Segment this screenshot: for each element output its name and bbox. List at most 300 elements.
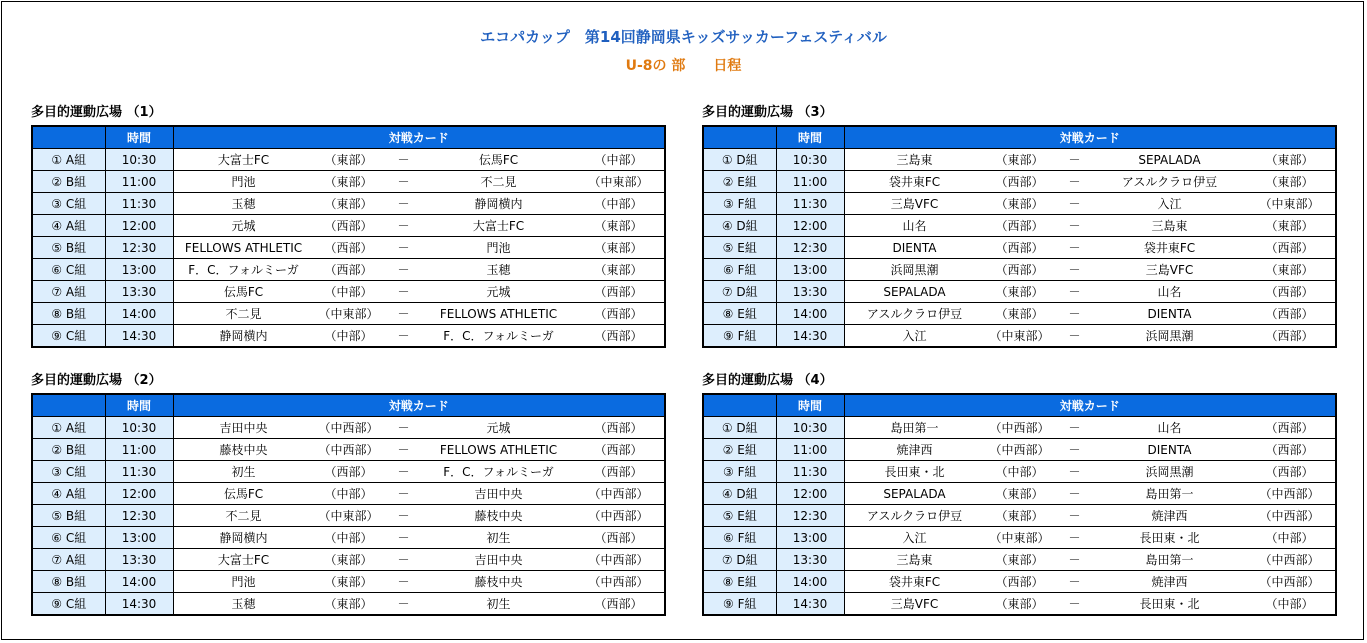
away-team: 三島東 — [1151, 219, 1188, 233]
table-row — [32, 417, 665, 439]
match-number: ① D組 — [703, 417, 776, 439]
home-team: 島田第一 — [890, 421, 939, 435]
versus-dash: － — [397, 597, 410, 611]
match-card — [844, 193, 1336, 215]
versus-dash: － — [397, 553, 410, 567]
match-card — [173, 439, 665, 461]
away-team: 焼津西 — [1151, 509, 1188, 523]
match-card — [173, 259, 665, 281]
versus-dash: － — [397, 153, 410, 167]
match-card — [844, 417, 1336, 439]
match-number: ⑥ F組 — [703, 259, 776, 281]
match-time: 11:30 — [776, 461, 844, 483]
match-number: ② B組 — [32, 171, 105, 193]
header-time: 時間 — [776, 394, 844, 417]
home-area: （西部） — [995, 219, 1044, 233]
away-team: 大富士FC — [472, 219, 525, 233]
away-team: 島田第一 — [1145, 487, 1194, 501]
table-row — [703, 171, 1336, 193]
home-team: 元城 — [231, 219, 256, 233]
table-row — [32, 593, 665, 616]
away-area: （西部） — [594, 597, 643, 611]
home-area: （東部） — [995, 597, 1044, 611]
versus-dash: － — [397, 465, 410, 479]
away-area: （中部） — [594, 197, 643, 211]
away-area: （中西部） — [588, 575, 649, 589]
home-area: （西部） — [995, 175, 1044, 189]
match-card — [844, 439, 1336, 461]
table-row — [32, 325, 665, 348]
versus-dash: － — [397, 175, 410, 189]
match-time: 12:00 — [776, 215, 844, 237]
match-number: ⑧ E組 — [703, 303, 776, 325]
table-row — [32, 171, 665, 193]
home-team: 大富士FC — [217, 553, 270, 567]
home-team: 三島東 — [896, 553, 933, 567]
away-team: 山名 — [1157, 421, 1182, 435]
versus-dash: － — [1068, 329, 1081, 343]
match-card — [844, 593, 1336, 616]
table-row — [703, 571, 1336, 593]
match-number: ⑧ E組 — [703, 571, 776, 593]
match-number: ⑨ F組 — [703, 593, 776, 616]
table-row — [703, 505, 1336, 527]
match-number: ⑤ B組 — [32, 237, 105, 259]
away-team: 三島VFC — [1145, 263, 1194, 277]
away-team: 元城 — [486, 421, 511, 435]
away-team: 門池 — [486, 241, 511, 255]
home-area: （西部） — [324, 241, 373, 255]
home-area: （東部） — [324, 175, 373, 189]
away-area: （西部） — [594, 531, 643, 545]
home-team: 玉穂 — [231, 197, 256, 211]
versus-dash: － — [1068, 487, 1081, 501]
versus-dash: － — [397, 197, 410, 211]
table-row — [703, 215, 1336, 237]
versus-dash: － — [397, 307, 410, 321]
home-team: 焼津西 — [896, 443, 933, 457]
versus-dash: － — [1068, 197, 1081, 211]
table-row — [703, 549, 1336, 571]
home-area: （中東部） — [318, 509, 379, 523]
match-number: ⑨ C組 — [32, 325, 105, 348]
match-card — [844, 527, 1336, 549]
versus-dash: － — [1068, 443, 1081, 457]
away-area: （東部） — [1265, 263, 1314, 277]
match-time: 10:30 — [105, 417, 173, 439]
match-time: 13:30 — [776, 549, 844, 571]
match-card — [173, 483, 665, 505]
away-team: FELLOWS ATHLETIC — [439, 442, 558, 457]
home-team: 入江 — [902, 329, 927, 343]
away-area: （西部） — [594, 285, 643, 299]
table-row — [703, 259, 1336, 281]
header-time: 時間 — [776, 126, 844, 149]
versus-dash: － — [1068, 509, 1081, 523]
versus-dash: － — [1068, 219, 1081, 233]
table-row — [703, 439, 1336, 461]
match-card — [844, 549, 1336, 571]
versus-dash: － — [397, 285, 410, 299]
versus-dash: － — [1068, 307, 1081, 321]
away-team: SEPALADA — [1138, 152, 1201, 167]
match-time: 14:00 — [776, 303, 844, 325]
home-team: SEPALADA — [883, 486, 946, 501]
schedule-table — [31, 125, 666, 348]
away-area: （西部） — [1265, 329, 1314, 343]
home-area: （中部） — [324, 285, 373, 299]
versus-dash: － — [397, 443, 410, 457]
home-area: （東部） — [995, 197, 1044, 211]
match-number: ⑧ B組 — [32, 303, 105, 325]
home-team: 浜岡黒潮 — [890, 263, 939, 277]
versus-dash: － — [1068, 531, 1081, 545]
home-area: （中部） — [324, 531, 373, 545]
match-time: 14:30 — [776, 325, 844, 348]
home-team: 玉穂 — [231, 597, 256, 611]
header-time: 時間 — [105, 126, 173, 149]
match-number: ⑦ D組 — [703, 281, 776, 303]
away-area: （東部） — [1265, 153, 1314, 167]
match-time: 12:30 — [105, 237, 173, 259]
home-area: （東部） — [324, 553, 373, 567]
home-area: （東部） — [995, 553, 1044, 567]
header-blank — [703, 394, 776, 417]
match-card — [844, 259, 1336, 281]
away-team: 元城 — [486, 285, 511, 299]
away-area: （西部） — [594, 421, 643, 435]
match-number: ① D組 — [703, 149, 776, 171]
match-number: ⑤ E組 — [703, 237, 776, 259]
away-team: 山名 — [1157, 285, 1182, 299]
match-time: 11:00 — [105, 439, 173, 461]
away-team: DIENTA — [1147, 442, 1192, 457]
match-time: 14:00 — [776, 571, 844, 593]
away-area: （西部） — [1265, 285, 1314, 299]
match-card — [844, 171, 1336, 193]
away-team: 静岡横内 — [474, 197, 523, 211]
away-team: 浜岡黒潮 — [1145, 465, 1194, 479]
home-area: （東部） — [995, 487, 1044, 501]
away-area: （中西部） — [588, 509, 649, 523]
match-number: ① A組 — [32, 417, 105, 439]
match-number: ② E組 — [703, 439, 776, 461]
match-card — [844, 303, 1336, 325]
away-area: （東部） — [594, 263, 643, 277]
match-time: 13:00 — [105, 527, 173, 549]
match-number: ③ C組 — [32, 193, 105, 215]
home-area: （中部） — [995, 465, 1044, 479]
schedule-table — [702, 393, 1337, 616]
match-time: 13:00 — [776, 527, 844, 549]
home-team: 三島東 — [896, 153, 933, 167]
versus-dash: － — [397, 263, 410, 277]
match-card — [844, 281, 1336, 303]
match-card — [844, 461, 1336, 483]
match-number: ④ A組 — [32, 483, 105, 505]
match-card — [844, 571, 1336, 593]
table-row — [32, 259, 665, 281]
match-number: ④ D組 — [703, 215, 776, 237]
match-time: 14:00 — [105, 303, 173, 325]
match-card — [173, 237, 665, 259]
match-time: 11:00 — [105, 171, 173, 193]
versus-dash: － — [1068, 153, 1081, 167]
away-team: 藤枝中央 — [474, 575, 523, 589]
match-time: 12:30 — [105, 505, 173, 527]
home-area: （中部） — [324, 329, 373, 343]
away-team: FELLOWS ATHLETIC — [439, 306, 558, 321]
away-team: 初生 — [486, 531, 511, 545]
match-time: 14:30 — [105, 593, 173, 616]
home-area: （中部） — [324, 487, 373, 501]
away-area: （東部） — [1265, 175, 1314, 189]
home-area: （西部） — [995, 575, 1044, 589]
versus-dash: － — [1068, 553, 1081, 567]
home-area: （東部） — [324, 153, 373, 167]
home-area: （西部） — [324, 465, 373, 479]
versus-dash: － — [397, 421, 410, 435]
match-time: 12:30 — [776, 505, 844, 527]
table-row — [703, 303, 1336, 325]
match-card — [173, 593, 665, 616]
home-team: 袋井東FC — [888, 175, 941, 189]
header-time: 時間 — [105, 394, 173, 417]
match-time: 10:30 — [776, 149, 844, 171]
match-time: 12:00 — [105, 215, 173, 237]
table-row — [703, 149, 1336, 171]
versus-dash: － — [1068, 421, 1081, 435]
match-card — [173, 505, 665, 527]
venue-title: 多目的運動広場 （1） — [31, 105, 162, 120]
table-row — [32, 461, 665, 483]
home-area: （中東部） — [989, 329, 1050, 343]
away-team: 吉田中央 — [474, 553, 523, 567]
match-time: 14:30 — [105, 325, 173, 348]
page-subtitle: U-8の 部 日程 — [625, 58, 742, 74]
away-team: 入江 — [1157, 197, 1182, 211]
away-area: （西部） — [594, 307, 643, 321]
home-team: 三島VFC — [890, 197, 939, 211]
away-area: （中東部） — [588, 175, 649, 189]
match-time: 10:30 — [105, 149, 173, 171]
home-team: 藤枝中央 — [219, 443, 268, 457]
match-card — [173, 325, 665, 348]
match-number: ④ D組 — [703, 483, 776, 505]
home-team: 入江 — [902, 531, 927, 545]
table-row — [703, 461, 1336, 483]
match-number: ③ C組 — [32, 461, 105, 483]
home-team: 袋井東FC — [888, 575, 941, 589]
match-time: 14:30 — [776, 593, 844, 616]
away-team: 焼津西 — [1151, 575, 1188, 589]
venue-block-2 — [31, 372, 666, 616]
versus-dash: － — [1068, 241, 1081, 255]
match-number: ⑨ C組 — [32, 593, 105, 616]
match-number: ⑨ F組 — [703, 325, 776, 348]
away-area: （中部） — [1265, 531, 1314, 545]
match-number: ⑧ B組 — [32, 571, 105, 593]
versus-dash: － — [1068, 175, 1081, 189]
table-row — [32, 303, 665, 325]
home-team: アスルクラロ伊豆 — [866, 509, 963, 523]
home-area: （中西部） — [318, 421, 379, 435]
home-team: 不二見 — [225, 307, 262, 321]
match-time: 11:00 — [776, 439, 844, 461]
table-header-row — [703, 126, 1336, 149]
match-time: 12:00 — [776, 483, 844, 505]
match-time: 10:30 — [776, 417, 844, 439]
table-row — [703, 417, 1336, 439]
away-team: 不二見 — [480, 175, 517, 189]
match-card — [173, 527, 665, 549]
match-number: ③ F組 — [703, 461, 776, 483]
header-blank — [32, 126, 105, 149]
header-card: 対戦カード — [173, 394, 665, 417]
home-team: 門池 — [231, 175, 256, 189]
home-team: SEPALADA — [883, 284, 946, 299]
away-area: （東部） — [1265, 219, 1314, 233]
match-card — [173, 193, 665, 215]
table-row — [703, 483, 1336, 505]
match-time: 11:00 — [776, 171, 844, 193]
home-area: （中東部） — [989, 531, 1050, 545]
home-team: 静岡横内 — [219, 329, 268, 343]
away-team: F．C．フォルミーガ — [443, 329, 554, 343]
away-team: 長田東・北 — [1139, 531, 1200, 545]
match-time: 13:30 — [105, 281, 173, 303]
match-card — [173, 171, 665, 193]
table-row — [32, 193, 665, 215]
match-card — [844, 149, 1336, 171]
versus-dash: － — [1068, 263, 1081, 277]
home-team: 静岡横内 — [219, 531, 268, 545]
home-area: （中西部） — [989, 443, 1050, 457]
home-team: DIENTA — [892, 240, 937, 255]
away-team: 伝馬FC — [478, 153, 519, 167]
table-row — [703, 593, 1336, 616]
header-card: 対戦カード — [844, 394, 1336, 417]
match-number: ⑤ B組 — [32, 505, 105, 527]
match-time: 11:30 — [105, 461, 173, 483]
match-card — [844, 237, 1336, 259]
match-card — [173, 149, 665, 171]
table-row — [703, 193, 1336, 215]
versus-dash: － — [1068, 285, 1081, 299]
match-time: 11:30 — [105, 193, 173, 215]
home-area: （西部） — [995, 241, 1044, 255]
away-area: （中西部） — [1259, 553, 1320, 567]
match-number: ② B組 — [32, 439, 105, 461]
table-row — [32, 549, 665, 571]
match-card — [173, 303, 665, 325]
match-number: ⑦ A組 — [32, 549, 105, 571]
away-team: 長田東・北 — [1139, 597, 1200, 611]
table-header-row — [703, 394, 1336, 417]
match-card — [173, 549, 665, 571]
match-number: ② E組 — [703, 171, 776, 193]
match-card — [173, 417, 665, 439]
away-area: （中西部） — [588, 487, 649, 501]
match-time: 12:00 — [105, 483, 173, 505]
versus-dash: － — [397, 575, 410, 589]
match-time: 13:00 — [776, 259, 844, 281]
away-area: （中西部） — [1259, 575, 1320, 589]
match-number: ⑦ D組 — [703, 549, 776, 571]
table-row — [703, 325, 1336, 348]
table-row — [32, 215, 665, 237]
home-area: （中西部） — [318, 443, 379, 457]
match-number: ⑥ F組 — [703, 527, 776, 549]
away-team: 浜岡黒潮 — [1145, 329, 1194, 343]
venue-title: 多目的運動広場 （4） — [702, 373, 833, 388]
table-row — [703, 237, 1336, 259]
home-team: 大富士FC — [217, 153, 270, 167]
home-team: 長田東・北 — [884, 465, 945, 479]
header-card: 対戦カード — [173, 126, 665, 149]
page-title: エコパカップ 第14回静岡県キッズサッカーフェスティバル — [480, 28, 887, 46]
home-team: 三島VFC — [890, 597, 939, 611]
away-area: （東部） — [594, 219, 643, 233]
match-number: ⑥ C組 — [32, 527, 105, 549]
home-team: 門池 — [231, 575, 256, 589]
table-row — [32, 571, 665, 593]
away-team: F．C．フォルミーガ — [443, 465, 554, 479]
home-team: アスルクラロ伊豆 — [866, 307, 963, 321]
versus-dash: － — [1068, 597, 1081, 611]
home-team: 不二見 — [225, 509, 262, 523]
table-row — [32, 505, 665, 527]
home-team: 吉田中央 — [219, 421, 268, 435]
schedule-table — [31, 393, 666, 616]
match-number: ⑦ A組 — [32, 281, 105, 303]
table-row — [703, 527, 1336, 549]
match-card — [844, 505, 1336, 527]
away-area: （中東部） — [1259, 197, 1320, 211]
home-area: （東部） — [324, 575, 373, 589]
away-area: （東部） — [594, 241, 643, 255]
away-team: DIENTA — [1147, 306, 1192, 321]
header-blank — [32, 394, 105, 417]
match-time: 12:30 — [776, 237, 844, 259]
venue-title: 多目的運動広場 （2） — [31, 373, 162, 388]
header-card: 対戦カード — [844, 126, 1336, 149]
away-team: 藤枝中央 — [474, 509, 523, 523]
away-area: （西部） — [594, 465, 643, 479]
match-card — [844, 483, 1336, 505]
away-team: アスルクラロ伊豆 — [1121, 175, 1218, 189]
match-number: ③ F組 — [703, 193, 776, 215]
match-number: ① A組 — [32, 149, 105, 171]
versus-dash: － — [397, 531, 410, 545]
home-area: （東部） — [995, 153, 1044, 167]
home-area: （東部） — [324, 197, 373, 211]
versus-dash: － — [397, 241, 410, 255]
table-row — [32, 527, 665, 549]
away-team: 島田第一 — [1145, 553, 1194, 567]
header-blank — [703, 126, 776, 149]
venue-block-4 — [702, 372, 1337, 616]
venue-block-3 — [702, 104, 1337, 348]
away-area: （中西部） — [588, 553, 649, 567]
table-row — [32, 483, 665, 505]
away-area: （西部） — [594, 329, 643, 343]
match-time: 14:00 — [105, 571, 173, 593]
home-team: F．C．フォルミーガ — [188, 263, 299, 277]
match-time: 11:30 — [776, 193, 844, 215]
match-card — [173, 461, 665, 483]
versus-dash: － — [1068, 465, 1081, 479]
